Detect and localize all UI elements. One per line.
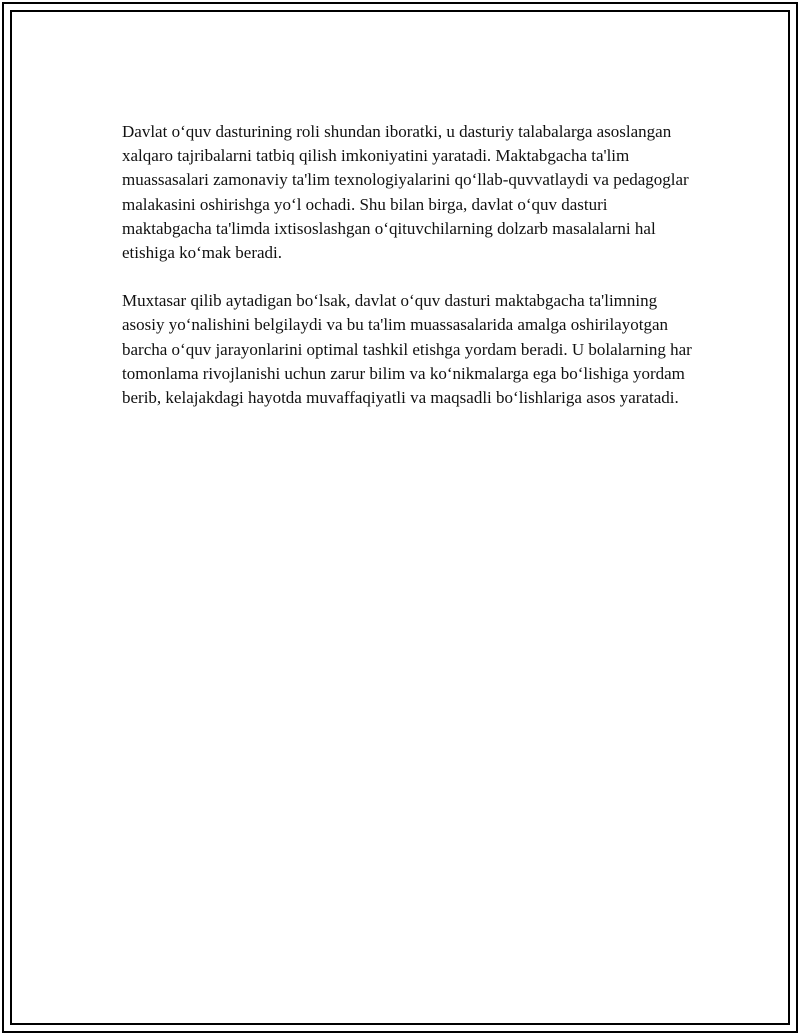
paragraph-1: Davlat o‘quv dasturining roli shundan iboratki, u dasturiy talabalarga asoslangan xalqaro tajribalarni tatbiq qilish imkoniyatini yaratadi. Maktabgacha ta'lim muassasalari zamonaviy ta'lim texnologiyalarini qo‘llab-quvvatlaydi va pedagoglar malakasini oshirishga yo‘l ochadi. Shu bilan birga, davlat o‘quv dasturi maktabgacha ta'limda ixtisoslashgan o‘qituvchilarning dolzarb masalalarni hal etishiga ko‘mak beradi. xyxy=(122,122,689,263)
page-border xyxy=(2,2,798,1033)
document-body xyxy=(122,120,694,434)
paragraph-2: Muxtasar qilib aytadigan bo‘lsak, davlat o‘quv dasturi maktabgacha ta'limning asosiy yo‘nalishini belgilaydi va bu ta'lim muassasalarida amalga oshirilayotgan barcha o‘quv jarayonlarini optimal tashkil etishga yordam beradi. U bolalarning har tomonlama rivojlanishi uchun zarur bilim va ko‘nikmalarga ega bo‘lishiga yordam berib, kelajakdagi hayotda muvaffaqiyatli va maqsadli bo‘lishlariga asos yaratadi. xyxy=(122,291,692,408)
